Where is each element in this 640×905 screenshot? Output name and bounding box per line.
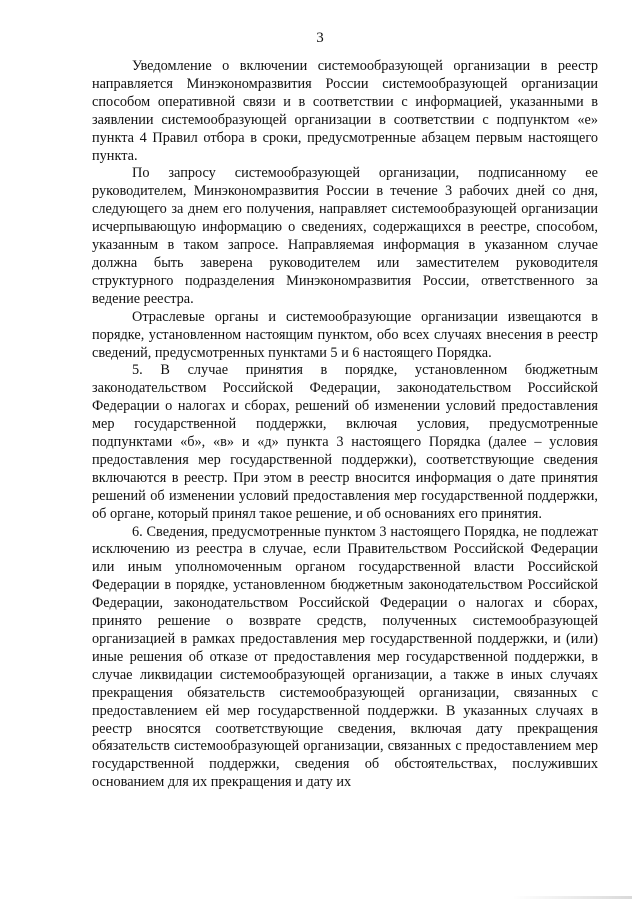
paragraph-item-6: 6. Сведения, предусмотренные пунктом 3 настоящего Порядка, не подлежат исключению из реестра в случае, если Правительством Российской Федерации или иным уполномоченным органом государственной власти Российской Федерации в порядке, установленном бюджетным законодательством Российской Федерации, законодательством Российской Федерации о налогах и сборах, принято решение о возврате средств, полученных системообразующей организацией в рамках предоставления мер государственной поддержки, и (или) иные решения об отказе от предоставления мер государственной поддержки, в случае ликвидации системообразующей организации, а также в иных случаях прекращения обязательств системообразующей организации, связанных с предоставлением ей мер государственной поддержки. В указанных случаях в реестр вносятся соответствующие сведения, включая дату прекращения обязательств системообразующей организации, связанных с предоставлением мер государственной поддержки, сведения об обстоятельствах, послуживших основанием для их прекращения и дату их [92, 523, 598, 791]
paragraph-notification: Уведомление о включении системообразующей организации в реестр направляется Минэкономразвития России системообразующей организации способом оперативной связи и в соответствии с информацией, указанными в заявлении системообразующей организации в соответствии с подпунктом «е» пункта 4 Правил отбора в сроки, предусмотренные абзацем первым настоящего пункта. [92, 58, 598, 164]
paragraph-sector-bodies: Отраслевые органы и системообразующие организации извещаются в порядке, установленном настоящим пунктом, обо всех случаях внесения в реестр сведений, предусмотренных пунктами 5 и 6 настоящего Порядка. [92, 308, 598, 361]
document-body [92, 58, 598, 792]
page-number: 3 [316, 30, 324, 46]
paragraph-item-5: 5. В случае принятия в порядке, установленном бюджетным законодательством Российской Федерации, законодательством Российской Федерации о налогах и сборах, решений об изменении условий предоставления мер государственной поддержки, включая условия, предусмотренные подпунктами «б», «в» и «д» пункта 3 настоящего Порядка (далее – условия предоставления мер государственной поддержки), соответствующие сведения включаются в реестр. При этом в реестр вносится информация о дате принятия решений об изменении условий предоставления мер государственной поддержки, об органе, который принял такое решение, и об основаниях его принятия. [92, 362, 598, 522]
paragraph-request: По запросу системообразующей организации, подписанному ее руководителем, Минэкономразвития России в течение 3 рабочих дней со дня, следующего за днем его получения, направляет системообразующей организации исчерпывающую информацию о сведениях, содержащихся в реестре, способом, указанным в таком запросе. Направляемая информация в указанном случае должна быть заверена руководителем или заместителем руководителя структурного подразделения Минэкономразвития России, ответственного за ведение реестра. [92, 165, 598, 307]
scan-artifact [512, 896, 632, 899]
